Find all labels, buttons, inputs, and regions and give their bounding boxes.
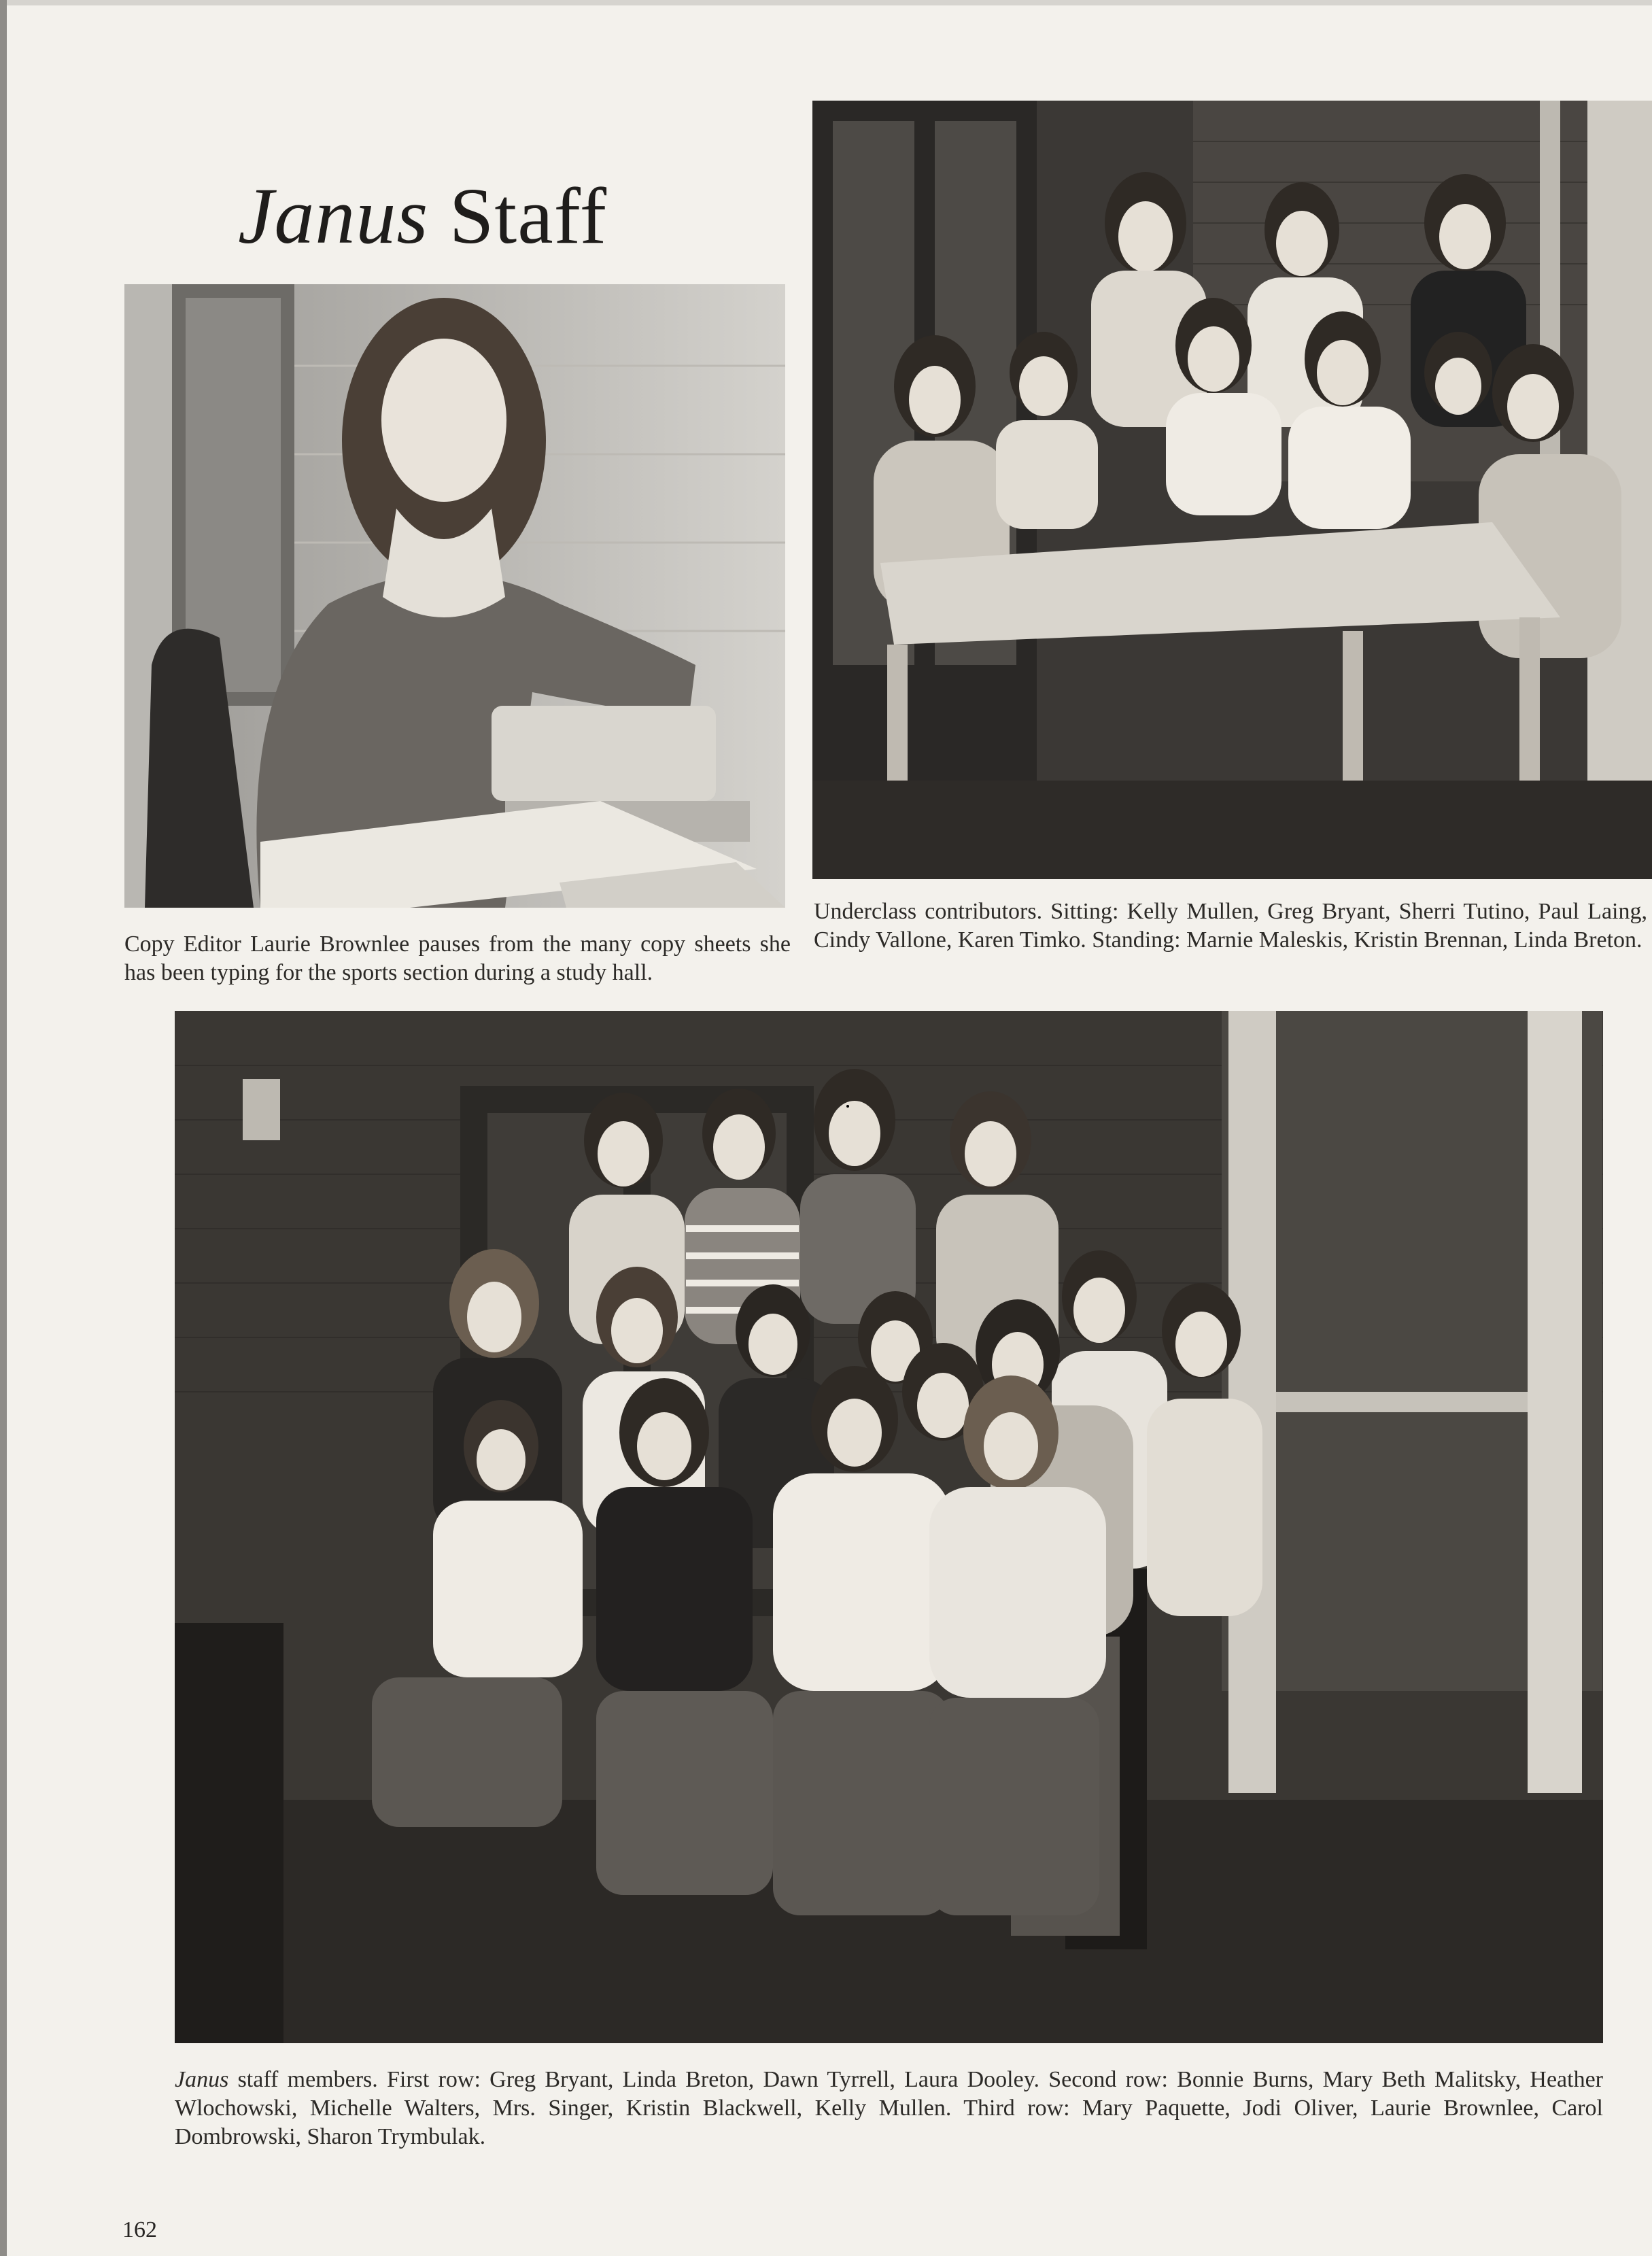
staff-caption <box>175 2066 1603 2151</box>
underclass-photo <box>812 101 1652 879</box>
copy-editor-photo <box>124 284 785 908</box>
page-binding-edge <box>0 0 7 2256</box>
page-top-edge <box>0 0 1652 5</box>
underclass-caption: Underclass contributors. Sitting: Kelly Mullen, Greg Bryant, Sherri Tutino, Paul Laing, Cindy Vallone, Karen Timko. Standing: Marnie Maleskis, Kristin Brennan, Linda Breton. <box>814 899 1647 953</box>
copy-editor-caption: Copy Editor Laurie Brownlee pauses from the many copy sheets she has been typing for the sports section during a study hall. <box>124 932 791 985</box>
page-title-italic: Janus <box>238 171 429 260</box>
page-number: 162 <box>122 2217 157 2242</box>
page-title <box>238 169 607 264</box>
staff-caption-italic: Janus <box>175 2067 229 2092</box>
staff-caption-rest: staff members. First row: Greg Bryant, Linda Breton, Dawn Tyrrell, Laura Dooley. Second row: Bonnie Burns, Mary Beth Malitsky, Heather Wlochowski, Michelle Walters, Mrs. Singer, Kristin Blackwell, Kelly Mullen. Third row: Mary Paquette, Jodi Oliver, Laurie Brownlee, Carol Dombrowski, Sharon Trymbulak. <box>175 2067 1603 2149</box>
staff-group-photo <box>175 1011 1603 2043</box>
page-title-rest: Staff <box>428 171 608 260</box>
